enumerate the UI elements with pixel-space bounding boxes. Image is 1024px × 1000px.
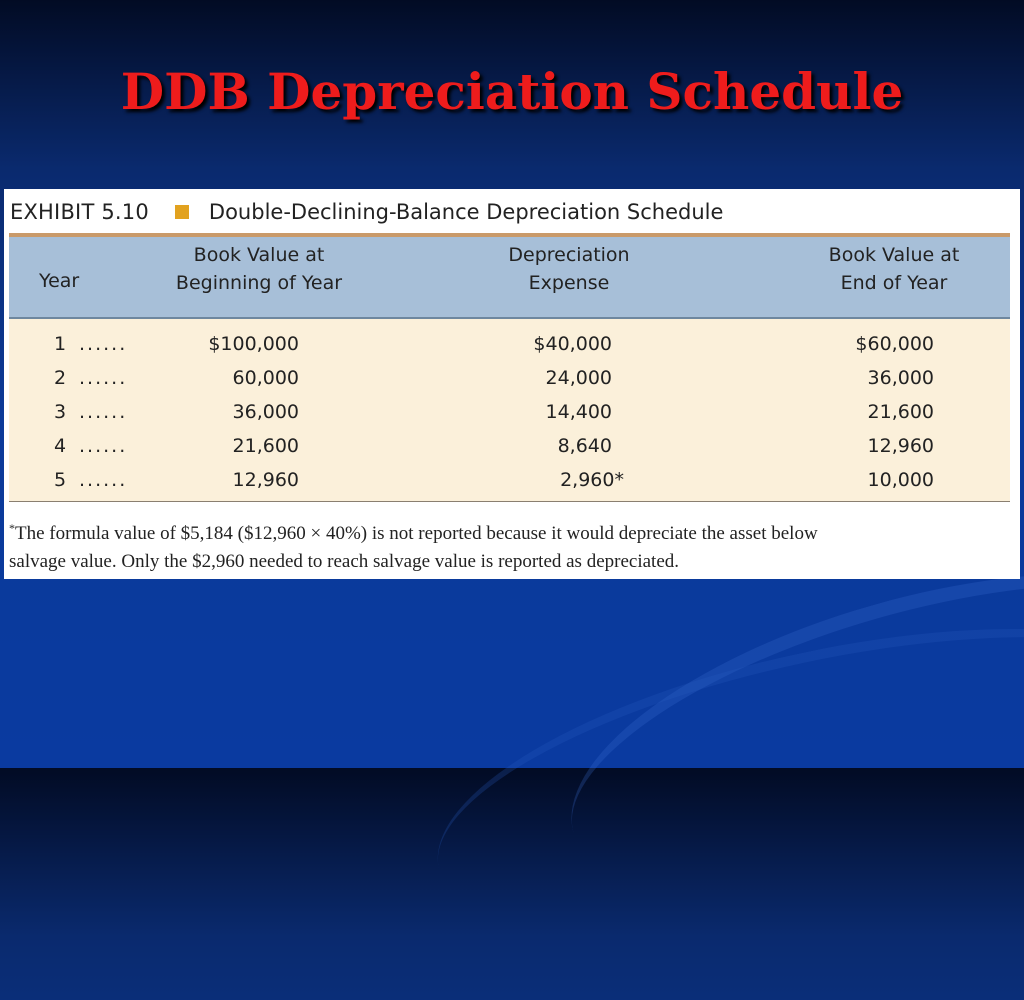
table-row (9, 429, 1010, 463)
square-icon (175, 205, 189, 219)
slide-title: DDB Depreciation Schedule (120, 62, 904, 121)
column-header-line: End of Year (840, 272, 948, 294)
exhibit-panel (4, 189, 1020, 579)
leader-dots: ...... (79, 401, 128, 423)
ending-value-cell: 12,960 (867, 435, 934, 457)
beginning-value-cell: 36,000 (232, 401, 299, 423)
year-cell: 5 (54, 469, 67, 491)
footnote-line (9, 514, 1009, 548)
leader-dots: ...... (79, 333, 128, 355)
background-swoosh (411, 570, 1024, 1000)
column-header-line: Book Value at (193, 244, 325, 266)
year-cell: 2 (54, 367, 67, 389)
column-header-depreciation (479, 241, 659, 297)
column-header-line: Expense (528, 272, 610, 294)
ending-value-cell: 36,000 (867, 367, 934, 389)
leader-dots: ...... (79, 367, 128, 389)
footnote-marker: * (9, 521, 15, 535)
footnote-line: salvage value. Only the $2,960 needed to reach salvage value is reported as depreciated. (9, 551, 680, 572)
depreciation-cell: 2,960* (560, 469, 624, 491)
column-header-line: Year (39, 270, 80, 292)
column-header-line: Beginning of Year (175, 272, 343, 294)
beginning-value-cell: 60,000 (232, 367, 299, 389)
ending-value-cell: 10,000 (867, 469, 934, 491)
footnote (9, 514, 1009, 576)
depreciation-cell: $40,000 (533, 333, 612, 355)
table-row (9, 395, 1010, 429)
ending-value-cell: $60,000 (855, 333, 934, 355)
table-row (9, 327, 1010, 361)
column-header-beginning (159, 241, 359, 297)
column-header-line: Depreciation (508, 244, 630, 266)
beginning-value-cell: 12,960 (232, 469, 299, 491)
column-header-end (799, 241, 989, 297)
column-header-line: Book Value at (828, 244, 960, 266)
leader-dots: ...... (79, 435, 128, 457)
footnote-text: The formula value of $5,184 ($12,960 × 40%) is not reported because it would depreciate the asset below (15, 523, 818, 544)
exhibit-header (10, 197, 723, 227)
column-header-year (19, 267, 109, 295)
exhibit-caption: Double-Declining-Balance Depreciation Schedule (208, 200, 724, 224)
year-cell: 3 (54, 401, 67, 423)
exhibit-number: EXHIBIT 5.10 (10, 200, 149, 224)
depreciation-cell: 24,000 (545, 367, 612, 389)
table-row (9, 463, 1010, 497)
year-cell: 4 (54, 435, 67, 457)
year-cell: 1 (54, 333, 67, 355)
leader-dots: ...... (79, 469, 128, 491)
beginning-value-cell: 21,600 (232, 435, 299, 457)
table-row (9, 361, 1010, 395)
beginning-value-cell: $100,000 (208, 333, 299, 355)
depreciation-cell: 8,640 (557, 435, 612, 457)
ending-value-cell: 21,600 (867, 401, 934, 423)
depreciation-cell: 14,400 (545, 401, 612, 423)
table-header (9, 237, 1010, 319)
table-body (9, 319, 1010, 502)
